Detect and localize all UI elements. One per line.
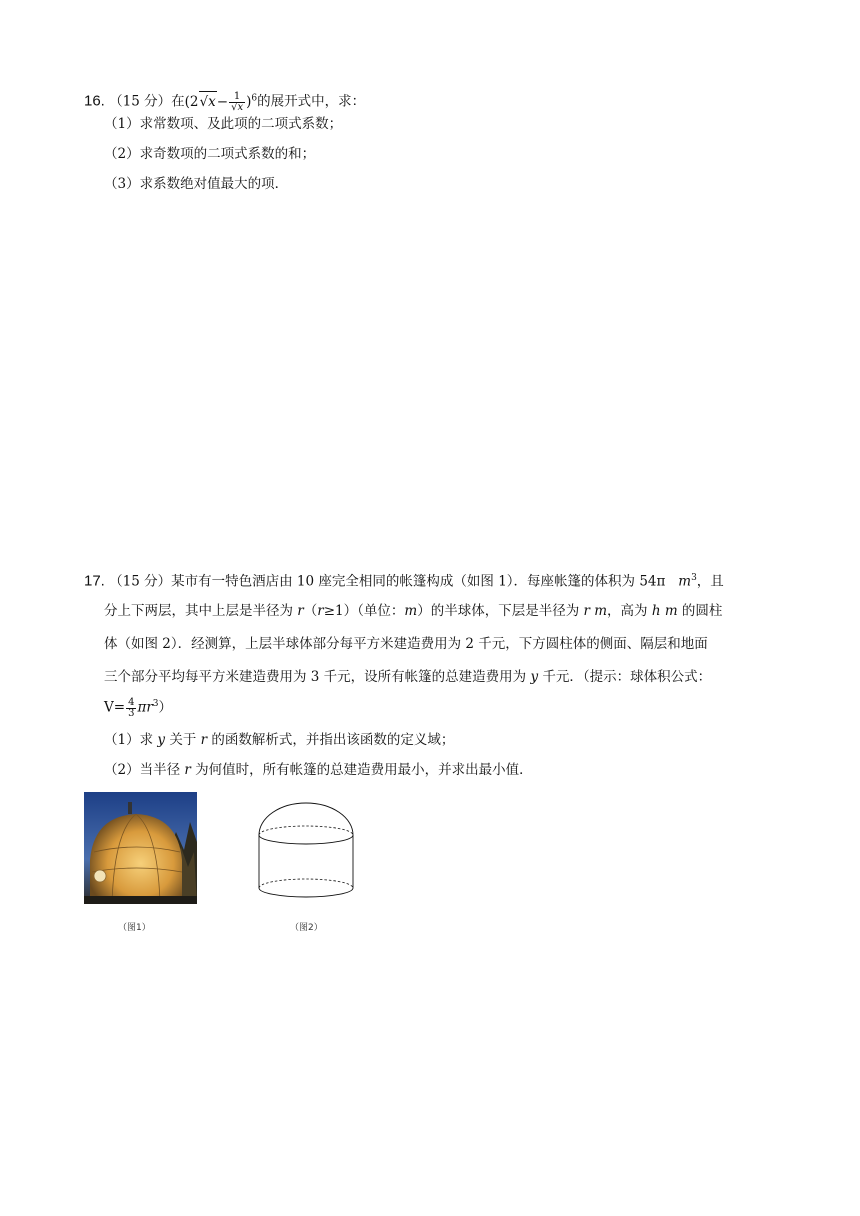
problem-16-item-3: （3）求系数绝对值最大的项． xyxy=(104,176,289,192)
tent-photo xyxy=(84,792,197,904)
problem-17-line-2: 分上下两层，其中上层是半径为 r（r≥1）（单位：m）的半球体，下层是半径为 r m，高为 h m 的圆柱 xyxy=(104,603,723,619)
problem-number: 16. xyxy=(84,92,105,110)
problem-17-line-4: 三个部分平均每平方米建造费用为 3 千元，设所有帐篷的总建造费用为 y 千元．（提示：球体积公式： xyxy=(104,669,712,685)
problem-17-item-1: （1）求 y 关于 r 的函数解析式，并指出该函数的定义域； xyxy=(104,732,455,748)
problem-score: （15 分） xyxy=(109,573,172,590)
problem-16-header xyxy=(84,88,365,113)
intro-text: 在 xyxy=(171,93,185,110)
binomial-formula: (2√x− $\frac{1}{√x}$ )$^6$ xyxy=(184,90,258,113)
problem-16-item-1: （1）求常数项、及此项的二项式系数； xyxy=(104,116,343,132)
problem-17-line-5-formula: V= $\frac{4}{3}$ $\pi r^3$） xyxy=(104,696,173,719)
figure-2-caption: （图2） xyxy=(290,923,323,933)
figure-1-caption: （图1） xyxy=(118,923,151,933)
problem-number: 17. xyxy=(84,572,105,590)
intro-text-after: 的展开式中，求： xyxy=(257,93,366,110)
problem-17-line-1: 17. （15 分）某市有一特色酒店由 10 座完全相同的帐篷构成（如图 1）．每座帐篷的体积为 54π $m^3$，且 xyxy=(84,572,724,590)
hemisphere-cylinder-diagram xyxy=(256,800,356,900)
problem-16-item-2: （2）求奇数项的二项式系数的和； xyxy=(104,146,316,162)
formula-fraction: $\frac{1}{√x}$ xyxy=(231,90,244,113)
problem-17-item-2: （2）当半径 r 为何值时，所有帐篷的总建造费用最小，并求出最小值． xyxy=(104,762,533,778)
problem-score: （15 分） xyxy=(109,93,172,110)
problem-17-line-3: 体（如图 2）．经测算，上层半球体部分每平方米建造费用为 2 千元，下方圆柱体的侧面、隔层和地面 xyxy=(104,636,708,652)
